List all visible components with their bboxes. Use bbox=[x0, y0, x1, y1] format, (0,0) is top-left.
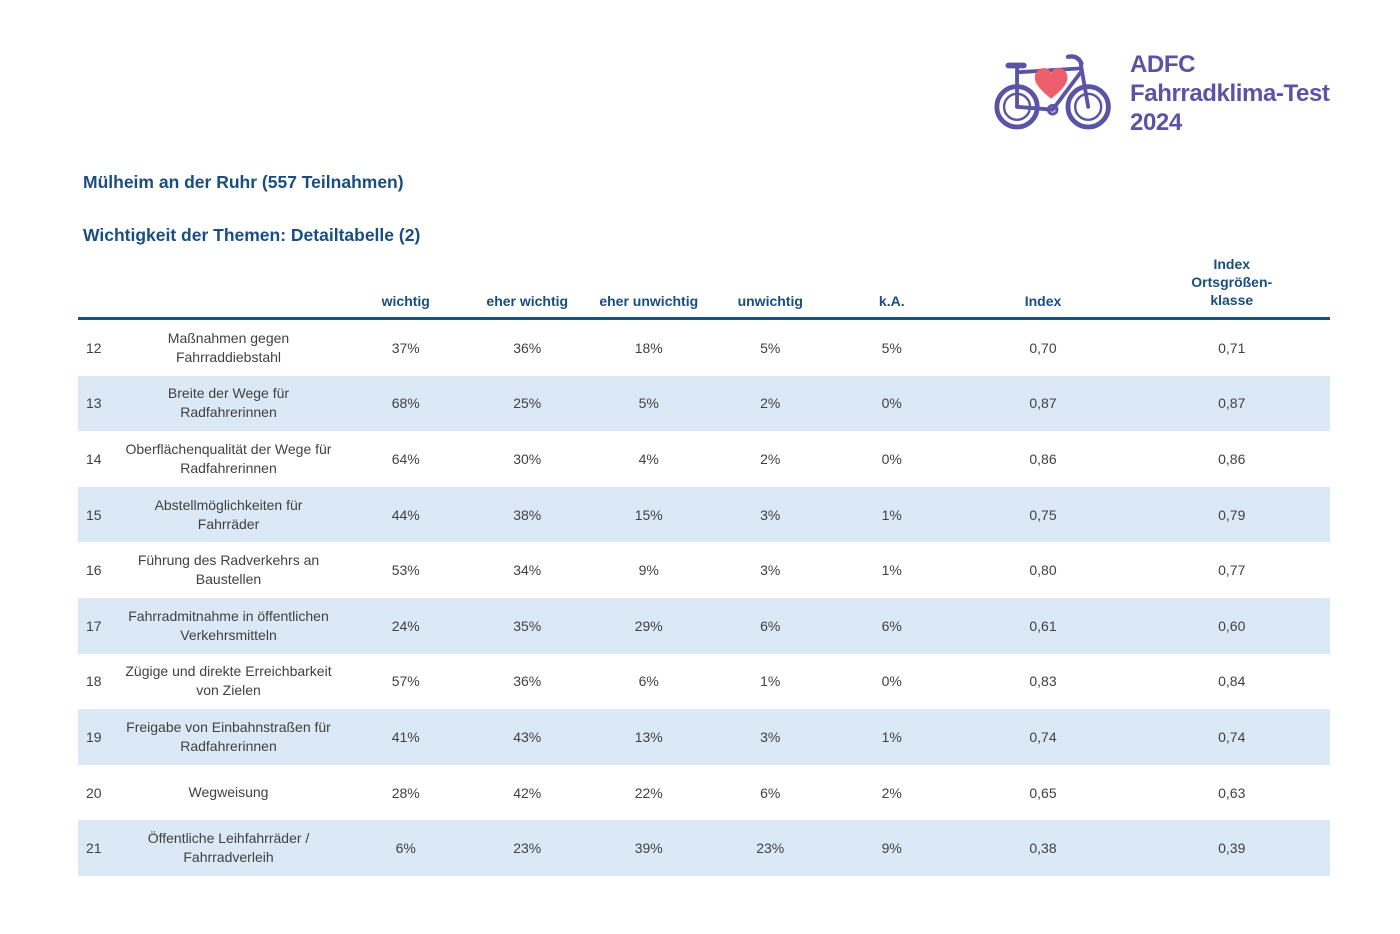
cell-wichtig: 24% bbox=[391, 617, 420, 634]
row-topic: Wegweisung bbox=[188, 784, 269, 801]
cell-eher-wichtig: 36% bbox=[513, 339, 542, 356]
cell-eher-unwichtig: 5% bbox=[638, 395, 659, 412]
cell-ka: 1% bbox=[881, 506, 902, 523]
table-header-row bbox=[78, 250, 1330, 320]
cell-eher-wichtig: 36% bbox=[513, 673, 542, 690]
row-number: 13 bbox=[86, 395, 102, 412]
table-row bbox=[78, 820, 1330, 876]
cell-index-ortsgroessenklasse: 0,77 bbox=[1218, 562, 1246, 579]
cell-index: 0,75 bbox=[1029, 506, 1057, 523]
row-topic: Fahrradmitnahme in öffentlichen Verkehrsmitteln bbox=[128, 607, 329, 643]
cell-index-ortsgroessenklasse: 0,71 bbox=[1218, 339, 1246, 356]
cell-index: 0,74 bbox=[1029, 728, 1057, 745]
cell-index: 0,83 bbox=[1029, 673, 1057, 690]
cell-wichtig: 37% bbox=[391, 339, 420, 356]
row-number: 12 bbox=[86, 339, 102, 356]
row-topic: Oberflächenqualität der Wege für Radfahrerinnen bbox=[125, 440, 332, 476]
table-row bbox=[78, 654, 1330, 710]
table-row bbox=[78, 487, 1330, 543]
table-row bbox=[78, 709, 1330, 765]
cell-eher-wichtig: 30% bbox=[513, 450, 542, 467]
cell-wichtig: 57% bbox=[391, 673, 420, 690]
cell-wichtig: 28% bbox=[391, 784, 420, 801]
cell-index: 0,38 bbox=[1029, 840, 1057, 857]
cell-unwichtig: 5% bbox=[760, 339, 781, 356]
cell-index-ortsgroessenklasse: 0,87 bbox=[1218, 395, 1246, 412]
cell-index: 0,65 bbox=[1029, 784, 1057, 801]
cell-eher-unwichtig: 9% bbox=[638, 562, 659, 579]
row-topic: Freigabe von Einbahnstraßen für Radfahrerinnen bbox=[126, 718, 331, 754]
row-topic: Öffentliche Leihfahrräder / Fahrradverleih bbox=[147, 830, 310, 866]
table-row bbox=[78, 542, 1330, 598]
table-row bbox=[78, 376, 1330, 432]
cell-ka: 6% bbox=[881, 617, 902, 634]
cell-wichtig: 6% bbox=[395, 840, 416, 857]
bicycle-heart-icon bbox=[993, 48, 1118, 132]
cell-wichtig: 41% bbox=[391, 728, 420, 745]
cell-index-ortsgroessenklasse: 0,86 bbox=[1218, 450, 1246, 467]
row-number: 15 bbox=[86, 506, 102, 523]
cell-index: 0,61 bbox=[1029, 617, 1057, 634]
cell-unwichtig: 23% bbox=[756, 840, 785, 857]
cell-unwichtig: 1% bbox=[760, 673, 781, 690]
row-number: 18 bbox=[86, 673, 102, 690]
cell-unwichtig: 3% bbox=[760, 728, 781, 745]
cell-index-ortsgroessenklasse: 0,60 bbox=[1218, 617, 1246, 634]
cell-unwichtig: 6% bbox=[760, 784, 781, 801]
column-header-index-ortsgroessenklasse: Index Ortsgrößen- klasse bbox=[1191, 256, 1273, 308]
column-header-eher-wichtig: eher wichtig bbox=[486, 293, 569, 309]
cell-ka: 1% bbox=[881, 728, 902, 745]
row-number: 19 bbox=[86, 728, 102, 745]
cell-eher-unwichtig: 6% bbox=[638, 673, 659, 690]
adfc-logo bbox=[993, 48, 1330, 137]
row-topic: Maßnahmen gegen Fahrraddiebstahl bbox=[167, 329, 290, 365]
cell-eher-unwichtig: 18% bbox=[634, 339, 663, 356]
row-number: 16 bbox=[86, 562, 102, 579]
logo-product: Fahrradklima-Test bbox=[1130, 80, 1330, 107]
cell-eher-wichtig: 35% bbox=[513, 617, 542, 634]
cell-unwichtig: 2% bbox=[760, 450, 781, 467]
logo-wordmark bbox=[1130, 50, 1330, 137]
cell-ka: 5% bbox=[881, 339, 902, 356]
cell-index-ortsgroessenklasse: 0,63 bbox=[1218, 784, 1246, 801]
cell-index: 0,87 bbox=[1029, 395, 1057, 412]
cell-index-ortsgroessenklasse: 0,79 bbox=[1218, 506, 1246, 523]
cell-eher-wichtig: 42% bbox=[513, 784, 542, 801]
row-number: 14 bbox=[86, 450, 102, 467]
cell-ka: 0% bbox=[881, 450, 902, 467]
cell-unwichtig: 3% bbox=[760, 562, 781, 579]
cell-eher-unwichtig: 22% bbox=[634, 784, 663, 801]
cell-eher-unwichtig: 15% bbox=[634, 506, 663, 523]
cell-wichtig: 68% bbox=[391, 395, 420, 412]
cell-eher-wichtig: 43% bbox=[513, 728, 542, 745]
cell-wichtig: 53% bbox=[391, 562, 420, 579]
row-topic: Zügige und direkte Erreichbarkeit von Zielen bbox=[125, 663, 332, 699]
cell-wichtig: 64% bbox=[391, 450, 420, 467]
cell-ka: 2% bbox=[881, 784, 902, 801]
page-title: Mülheim an der Ruhr (557 Teilnahmen) bbox=[83, 172, 404, 192]
row-topic: Führung des Radverkehrs an Baustellen bbox=[137, 552, 320, 588]
cell-eher-wichtig: 34% bbox=[513, 562, 542, 579]
cell-eher-unwichtig: 4% bbox=[638, 450, 659, 467]
column-header-wichtig: wichtig bbox=[381, 293, 430, 309]
cell-index: 0,70 bbox=[1029, 339, 1057, 356]
row-number: 21 bbox=[86, 840, 102, 857]
cell-index: 0,86 bbox=[1029, 450, 1057, 467]
cell-ka: 0% bbox=[881, 395, 902, 412]
row-number: 20 bbox=[86, 784, 102, 801]
cell-eher-unwichtig: 39% bbox=[634, 840, 663, 857]
cell-index-ortsgroessenklasse: 0,84 bbox=[1218, 673, 1246, 690]
table-row bbox=[78, 320, 1330, 376]
cell-eher-wichtig: 25% bbox=[513, 395, 542, 412]
importance-detail-table bbox=[78, 250, 1330, 876]
cell-eher-wichtig: 23% bbox=[513, 840, 542, 857]
table-body bbox=[78, 320, 1330, 876]
cell-ka: 1% bbox=[881, 562, 902, 579]
cell-index-ortsgroessenklasse: 0,39 bbox=[1218, 840, 1246, 857]
cell-index: 0,80 bbox=[1029, 562, 1057, 579]
cell-eher-wichtig: 38% bbox=[513, 506, 542, 523]
column-header-unwichtig: unwichtig bbox=[737, 293, 803, 309]
cell-ka: 0% bbox=[881, 673, 902, 690]
page-subtitle: Wichtigkeit der Themen: Detailtabelle (2) bbox=[83, 225, 421, 245]
cell-wichtig: 44% bbox=[391, 506, 420, 523]
table-row bbox=[78, 598, 1330, 654]
table-row bbox=[78, 431, 1330, 487]
cell-unwichtig: 6% bbox=[760, 617, 781, 634]
row-number: 17 bbox=[86, 617, 102, 634]
cell-index-ortsgroessenklasse: 0,74 bbox=[1218, 728, 1246, 745]
cell-eher-unwichtig: 29% bbox=[634, 617, 663, 634]
cell-eher-unwichtig: 13% bbox=[634, 728, 663, 745]
column-header-index: Index bbox=[1024, 293, 1062, 309]
table-row bbox=[78, 765, 1330, 821]
row-topic: Abstellmöglichkeiten für Fahrräder bbox=[154, 496, 303, 532]
cell-unwichtig: 2% bbox=[760, 395, 781, 412]
logo-org: ADFC bbox=[1130, 51, 1196, 78]
row-topic: Breite der Wege für Radfahrerinnen bbox=[167, 385, 290, 421]
column-header-eher-unwichtig: eher unwichtig bbox=[599, 293, 699, 309]
cell-ka: 9% bbox=[881, 840, 902, 857]
column-header-ka: k.A. bbox=[878, 293, 905, 309]
cell-unwichtig: 3% bbox=[760, 506, 781, 523]
logo-year: 2024 bbox=[1130, 109, 1182, 136]
